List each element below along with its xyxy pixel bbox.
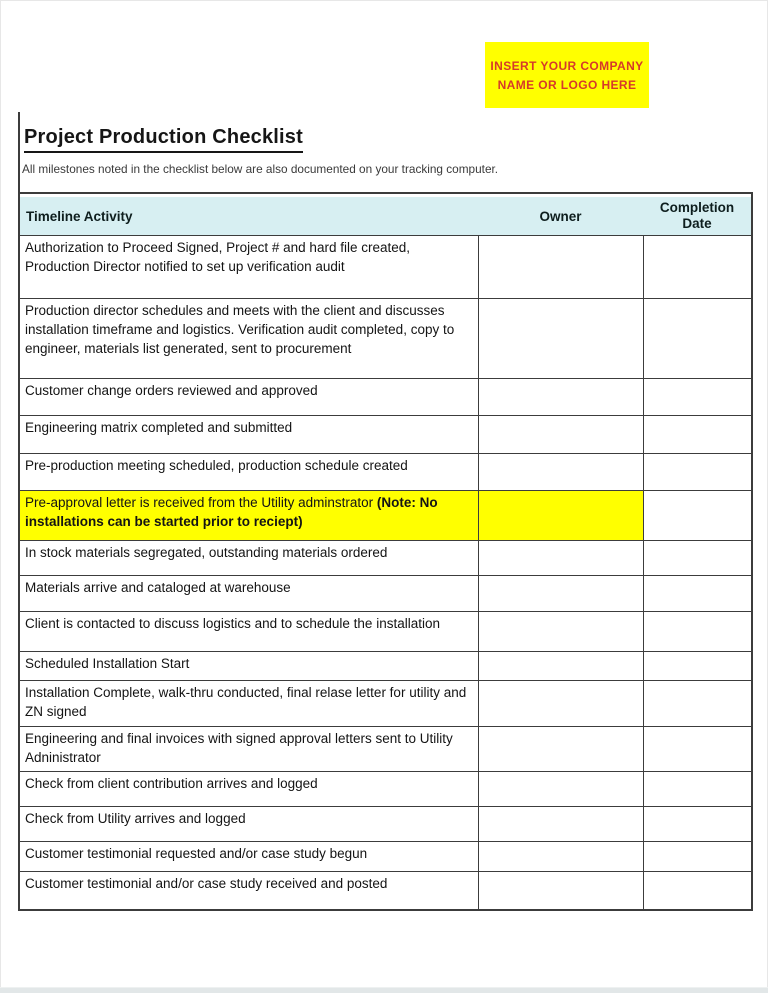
table-row (20, 453, 751, 490)
table-row (20, 298, 751, 378)
timeline-activity-cell (20, 416, 478, 453)
table-row (20, 575, 751, 611)
owner-cell (478, 727, 643, 771)
column-header-completion-date: Completion Date (659, 200, 735, 231)
timeline-activity-cell (20, 842, 478, 871)
timeline-activity-cell (20, 772, 478, 806)
completion-date-cell (643, 872, 751, 909)
owner-cell (478, 236, 643, 298)
activity-text: Installation Complete, walk-thru conducted, final relase letter for utility and ZN signed (25, 685, 467, 719)
timeline-activity-cell (20, 612, 478, 651)
table-row (20, 841, 751, 871)
owner-cell (478, 379, 643, 415)
completion-date-cell (643, 772, 751, 806)
timeline-activity-cell (20, 652, 478, 680)
completion-date-cell (643, 541, 751, 575)
page-bottom-strip (0, 987, 768, 993)
table-row (20, 726, 751, 771)
company-logo-placeholder (485, 42, 649, 108)
activity-text: Engineering and final invoices with signed approval letters sent to Utility Adninistrator (25, 731, 453, 765)
timeline-activity-cell (20, 681, 478, 726)
owner-cell (478, 541, 643, 575)
completion-date-cell (643, 842, 751, 871)
activity-text: Check from Utility arrives and logged (25, 811, 246, 826)
column-header-timeline-activity: Timeline Activity (26, 208, 133, 224)
owner-cell (478, 612, 643, 651)
activity-text: Scheduled Installation Start (25, 656, 190, 671)
table-row (20, 415, 751, 453)
table-header-row (20, 197, 751, 235)
activity-text: Customer testimonial requested and/or case study begun (25, 846, 368, 861)
completion-date-cell (643, 236, 751, 298)
table-row (20, 611, 751, 651)
timeline-activity-cell (20, 872, 478, 909)
logo-text-line1: INSERT YOUR COMPANY (490, 58, 644, 73)
table-row (20, 540, 751, 575)
table-row (20, 235, 751, 298)
checklist-table (18, 192, 753, 911)
activity-text: Pre-production meeting scheduled, production schedule created (25, 458, 408, 473)
activity-text: Customer change orders reviewed and approved (25, 383, 318, 398)
owner-cell (478, 681, 643, 726)
owner-cell (478, 872, 643, 909)
completion-date-cell (643, 454, 751, 490)
left-margin-rule (18, 112, 20, 192)
completion-date-cell (643, 416, 751, 453)
timeline-activity-cell (20, 576, 478, 611)
activity-note-bold-text: (Note: No installations can be started prior to reciept) (25, 495, 438, 529)
logo-text-line2: NAME OR LOGO HERE (497, 77, 637, 92)
timeline-activity-cell (20, 454, 478, 490)
owner-cell (478, 491, 643, 540)
activity-text: Production director schedules and meets with the client and discusses installation timeframe and logistics. Verification audit completed, copy to engineer, materials list generated, sent to procurement (25, 303, 455, 356)
timeline-activity-cell (20, 379, 478, 415)
owner-cell (478, 807, 643, 841)
table-row (20, 651, 751, 680)
activity-text: Check from client contribution arrives and logged (25, 776, 318, 791)
completion-date-cell (643, 807, 751, 841)
owner-cell (478, 299, 643, 378)
completion-date-cell (643, 681, 751, 726)
table-row (20, 806, 751, 841)
owner-cell (478, 576, 643, 611)
activity-text: Authorization to Proceed Signed, Project # and hard file created, Production Director notified to set up verification audit (25, 240, 410, 274)
completion-date-cell (643, 576, 751, 611)
completion-date-cell (643, 727, 751, 771)
column-header-owner: Owner (539, 208, 582, 224)
page-subtitle: All milestones noted in the checklist below are also documented on your tracking computer. (22, 162, 499, 176)
owner-cell (478, 842, 643, 871)
table-row (20, 871, 751, 909)
activity-text: Client is contacted to discuss logistics and to schedule the installation (25, 616, 440, 631)
timeline-activity-cell (20, 299, 478, 378)
activity-text: Customer testimonial and/or case study received and posted (25, 876, 388, 891)
completion-date-cell (643, 652, 751, 680)
table-body (20, 235, 751, 909)
timeline-activity-cell (20, 491, 478, 540)
activity-text: Materials arrive and cataloged at warehouse (25, 580, 291, 595)
table-row (20, 490, 751, 540)
timeline-activity-cell (20, 807, 478, 841)
owner-cell (478, 652, 643, 680)
table-row (20, 771, 751, 806)
owner-cell (478, 416, 643, 453)
timeline-activity-cell (20, 541, 478, 575)
activity-text: In stock materials segregated, outstanding materials ordered (25, 545, 388, 560)
table-row (20, 378, 751, 415)
owner-cell (478, 772, 643, 806)
completion-date-cell (643, 612, 751, 651)
completion-date-cell (643, 299, 751, 378)
activity-text: Pre-approval letter is received from the Utility adminstrator (25, 495, 374, 510)
table-row (20, 680, 751, 726)
completion-date-cell (643, 491, 751, 540)
completion-date-cell (643, 379, 751, 415)
timeline-activity-cell (20, 727, 478, 771)
activity-text: Engineering matrix completed and submitted (25, 420, 293, 435)
page-title: Project Production Checklist (24, 126, 303, 153)
owner-cell (478, 454, 643, 490)
timeline-activity-cell (20, 236, 478, 298)
